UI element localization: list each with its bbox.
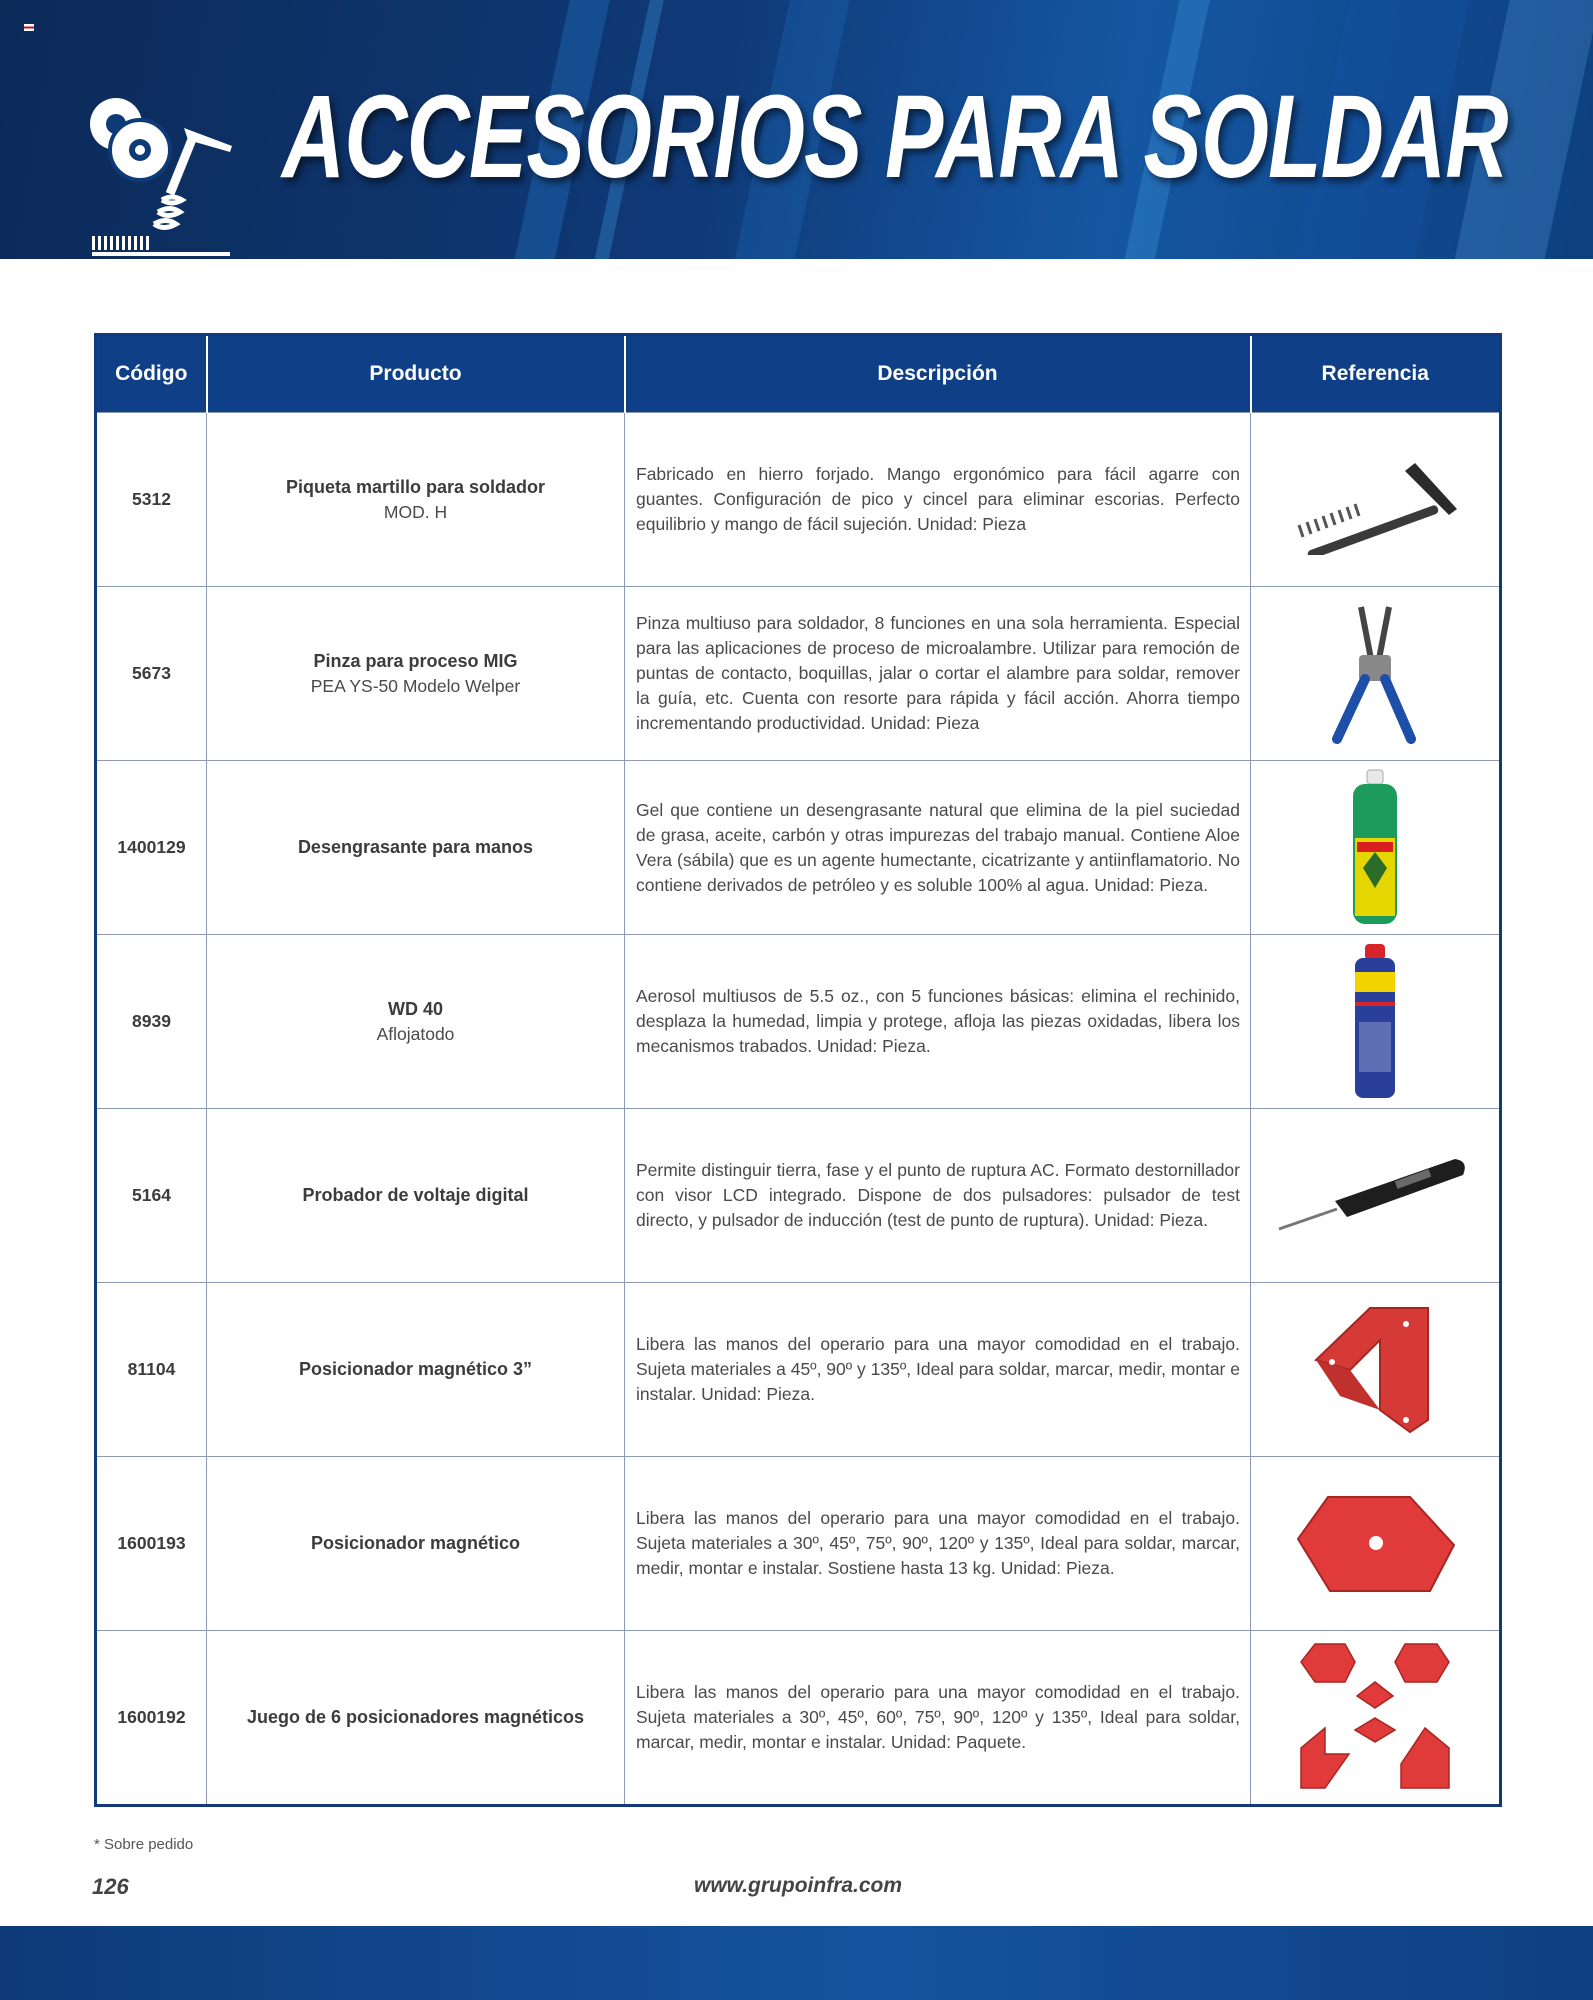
product-image-cell (1251, 413, 1501, 587)
footer-band (0, 1926, 1593, 2000)
chipping-hammer-icon (1275, 445, 1475, 555)
product-description: Gel que contiene un desengrasante natural que elimina de la piel suciedad de grasa, aceite, carbón y otras impurezas del trabajo manual. Contiene Aloe Vera (sábila) que es un agente humectante, cicatrizante y antiinflamatorio. No contiene derivados de petróleo y es soluble 100% al agua. Unidad: Pieza. (625, 761, 1251, 935)
product-image-cell (1251, 1457, 1501, 1631)
table-row (96, 1283, 1501, 1457)
flag-icon (24, 24, 34, 31)
magnetic-hexagon-holder-icon (1290, 1489, 1460, 1599)
magnetic-holder-set-icon (1295, 1638, 1455, 1798)
page-title: ACCESORIOS PARA SOLDAR (282, 71, 1508, 203)
product-name: Posicionador magnético (310, 1533, 521, 1553)
product-image-cell (1251, 587, 1501, 761)
table-row (96, 413, 1501, 587)
table-row (96, 587, 1501, 761)
products-table (94, 333, 1502, 1807)
table-row (96, 935, 1501, 1109)
product-image-cell (1251, 761, 1501, 935)
column-header-description: Descripción (625, 335, 1251, 413)
product-code: 1600193 (96, 1457, 207, 1631)
product-name: Piqueta martillo para soldador (285, 476, 546, 497)
product-description: Fabricado en hierro forjado. Mango ergonómico para fácil agarre con guantes. Configuración de pico y cincel para eliminar escorias. Perfecto equilibrio y mango de fácil sujeción. Unidad: Pieza (625, 413, 1251, 587)
product-cell (207, 1109, 625, 1283)
product-description: Libera las manos del operario para una mayor comodidad en el trabajo. Sujeta materiales a 30º, 45º, 60º, 75º, 90º, 120º y 135º, Ideal para soldar, marcar, medir, montar e instalar. Unidad: Paquete. (625, 1631, 1251, 1806)
product-name: WD 40 (387, 998, 443, 1019)
product-name: Probador de voltaje digital (302, 1185, 529, 1205)
product-subtitle: MOD. H (383, 501, 448, 522)
website-link[interactable]: www.grupoinfra.com (694, 1874, 903, 1897)
product-cell (207, 1457, 625, 1631)
product-name: Juego de 6 posicionadores magnéticos (246, 1707, 585, 1727)
header-banner (0, 0, 1593, 259)
product-cell (207, 761, 625, 935)
product-description: Aerosol multiusos de 5.5 oz., con 5 funciones básicas: elimina el rechinido, desplaza la humedad, limpia y protege, afloja las piezas oxidadas, libera los mecanismos trabados. Unidad: Pieza. (625, 935, 1251, 1109)
product-code: 5164 (96, 1109, 207, 1283)
welding-accessories-logo-icon (84, 94, 244, 259)
product-cell (207, 1283, 625, 1457)
product-image-cell (1251, 1283, 1501, 1457)
product-subtitle: PEA YS-50 Modelo Welper (310, 675, 521, 696)
product-cell (207, 413, 625, 587)
column-header-reference: Referencia (1251, 335, 1501, 413)
mig-pliers-icon (1315, 599, 1435, 749)
product-description: Permite distinguir tierra, fase y el punto de ruptura AC. Formato destornillador con visor LCD integrado. Dispone de dos pulsadores: pulsador de test directo, y pulsador de inducción (test de punto de ruptura). Unidad: Pieza. (625, 1109, 1251, 1283)
product-image-cell (1251, 1631, 1501, 1806)
product-code: 8939 (96, 935, 207, 1109)
product-description: Libera las manos del operario para una mayor comodidad en el trabajo. Sujeta materiales a 45º, 90º y 135º, Ideal para soldar, marcar, medir, montar e instalar. Unidad: Pieza. (625, 1283, 1251, 1457)
magnetic-arrow-holder-icon (1310, 1300, 1440, 1440)
product-code: 81104 (96, 1283, 207, 1457)
table-header-row (96, 335, 1501, 413)
product-image-cell (1251, 1109, 1501, 1283)
product-cell (207, 935, 625, 1109)
product-name: Posicionador magnético 3” (298, 1359, 533, 1379)
product-code: 5312 (96, 413, 207, 587)
voltage-tester-icon (1275, 1141, 1475, 1251)
hand-degreaser-bottle-icon (1345, 768, 1405, 928)
product-name: Pinza para proceso MIG (313, 650, 518, 671)
product-code: 1400129 (96, 761, 207, 935)
column-header-product: Producto (207, 335, 625, 413)
table-row (96, 1109, 1501, 1283)
product-description: Pinza multiuso para soldador, 8 funciones en una sola herramienta. Especial para las aplicaciones de proceso de microalambre. Utilizar para remoción de puntas de contacto, boquillas, jalar o cortar el alambre para soldar, remover la guía, etc. Cuenta con resorte para rápida y fácil acción. Ahorra tiempo incrementando productividad. Unidad: Pieza (625, 587, 1251, 761)
table-row (96, 1631, 1501, 1806)
product-name: Desengrasante para manos (297, 837, 534, 857)
product-subtitle: Aflojatodo (376, 1023, 455, 1044)
product-image-cell (1251, 935, 1501, 1109)
column-header-code: Código (96, 335, 207, 413)
product-description: Libera las manos del operario para una mayor comodidad en el trabajo. Sujeta materiales a 30º, 45º, 75º, 90º, 120º y 135º, Ideal para soldar, marcar, medir, montar e instalar. Sostiene hasta 13 kg. Unidad: Pieza. (625, 1457, 1251, 1631)
product-cell (207, 587, 625, 761)
product-code: 1600192 (96, 1631, 207, 1806)
footnote: * Sobre pedido (94, 1836, 194, 1853)
wd40-can-icon (1345, 942, 1405, 1102)
product-cell (207, 1631, 625, 1806)
product-code: 5673 (96, 587, 207, 761)
table-row (96, 1457, 1501, 1631)
page-number: 126 (92, 1874, 129, 1899)
table-row (96, 761, 1501, 935)
